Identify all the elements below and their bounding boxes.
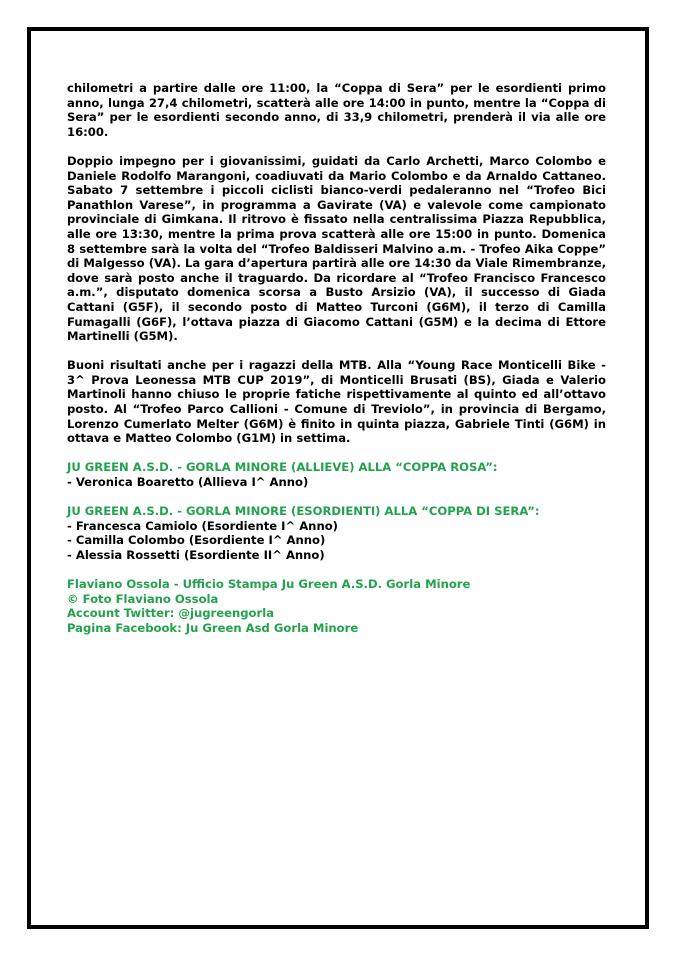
esordienti-roster — [67, 504, 606, 562]
credits — [67, 577, 606, 635]
twitter-account: Account Twitter: @jugreengorla — [67, 606, 275, 621]
paragraph-coppa-schedule: chilometri a partire dalle ore 11:00, la “Coppa di Sera” per le esordienti primo anno, lunga 27,4 chilometri, scatterà alle ore 14:00 in punto, mentre la “Coppa di Sera” per le esordienti secondo anno, di 33,9 chilometri, prenderà il via alle ore 16:00. — [67, 81, 606, 139]
allieve-roster — [67, 460, 606, 489]
rider-item: - Veronica Boaretto (Allieva I^ Anno) — [67, 475, 309, 490]
rider-item: - Alessia Rossetti (Esordiente II^ Anno) — [67, 548, 325, 562]
document-page — [27, 27, 649, 929]
rider-item: - Camilla Colombo (Esordiente I^ Anno) — [67, 533, 326, 548]
press-office-credit: Flaviano Ossola - Ufficio Stampa Ju Green A.S.D. Gorla Minore — [67, 577, 471, 592]
facebook-page: Pagina Facebook: Ju Green Asd Gorla Minore — [67, 620, 359, 635]
article-body — [67, 81, 606, 650]
rider-item: - Francesca Camiolo (Esordiente I^ Anno) — [67, 518, 338, 533]
paragraph-mtb: Buoni risultati anche per i ragazzi della MTB. Alla “Young Race Monticelli Bike - 3^ Prova Leonessa MTB CUP 2019”, di Monticelli Brusati (BS), Giada e Valerio Martinoli hanno chiuso le proprie fatiche rispettivamente al quinto ed all’ottavo posto. Al “Trofeo Parco Callioni - Comune di Treviolo”, in provincia di Bergamo, Lorenzo Cumerlato Melter (G6M) è finito in quinta piazza, Gabriele Tinti (G6M) in ottava e Matteo Colombo (G1M) in settima. — [67, 358, 606, 446]
allieve-heading: JU GREEN A.S.D. - GORLA MINORE (ALLIEVE) ALLA “COPPA ROSA”: — [67, 460, 498, 475]
esordienti-heading: JU GREEN A.S.D. - GORLA MINORE (ESORDIENTI) ALLA “COPPA DI SERA”: — [67, 504, 540, 519]
paragraph-giovanissimi: Doppio impegno per i giovanissimi, guidati da Carlo Archetti, Marco Colombo e Daniele Rodolfo Marangoni, coadiuvati da Mario Colombo e da Arnaldo Cattaneo. Sabato 7 settembre i piccoli ciclisti bianco-verdi pedaleranno nel “Trofeo Bici Panathlon Varese”, in programma a Gavirate (VA) e valevole come campionato provinciale di Gimkana. Il ritrovo è fissato nella centralissima Piazza Repubblica, alle ore 13:30, mentre la prima prova scatterà alle ore 15:00 in punto. Domenica 8 settembre sarà la volta del “Trofeo Baldisseri Malvino a.m. - Trofeo Aika Coppe” di Malgesso (VA). La gara d’apertura partirà alle ore 14:30 da Viale Rimembranze, dove sarà posto anche il traguardo. Da ricordare al “Trofeo Francisco Francesco a.m.”, disputato domenica scorsa a Busto Arsizio (VA), il successo di Giada Cattani (G5F), il secondo posto di Matteo Turconi (G6M), il terzo di Camilla Fumagalli (G6F), l’ottava piazza di Giacomo Cattani (G5M) e la decima di Ettore Martinelli (G5M). — [67, 153, 606, 344]
photo-credit: © Foto Flaviano Ossola — [67, 591, 219, 606]
